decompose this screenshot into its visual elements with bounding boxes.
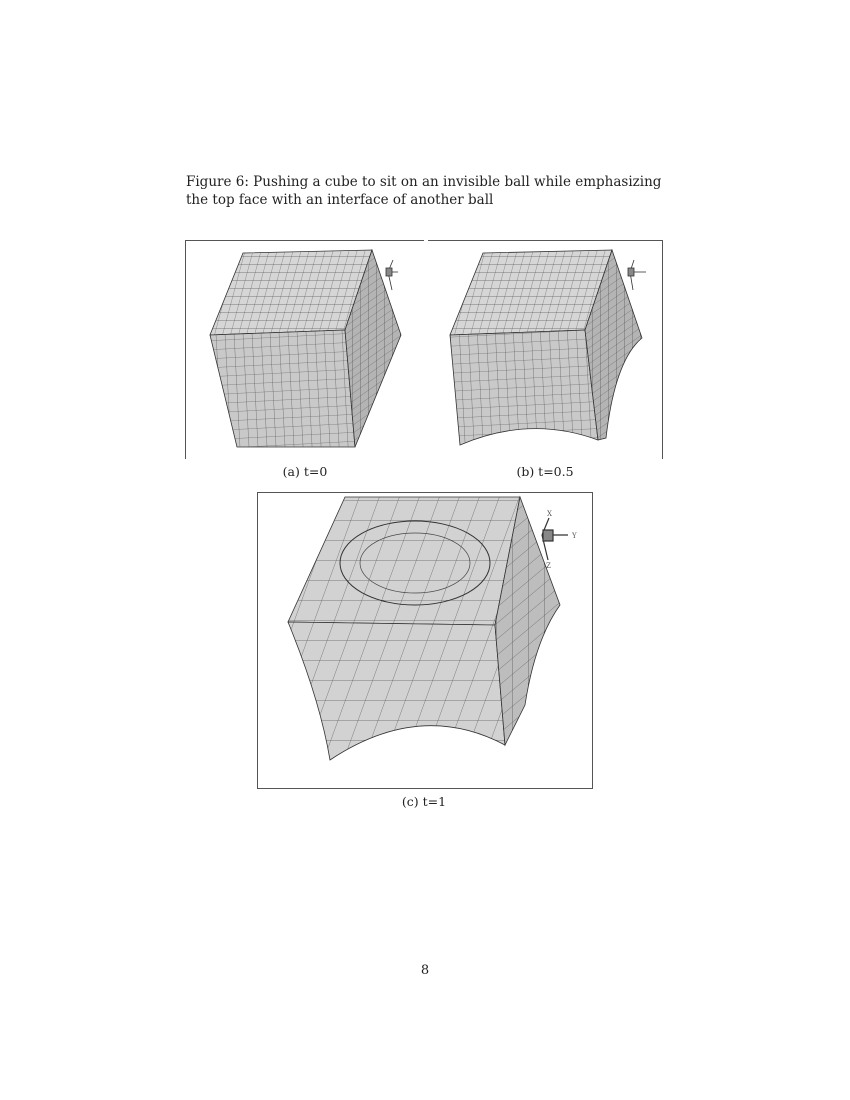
axis-label-y: Y [572,532,577,540]
subcaption-b: (b) t=0.5 [516,464,574,479]
page-number: 8 [420,963,430,978]
cube-c [288,497,560,760]
cube-b [450,250,642,445]
cube-a [210,250,401,447]
axis-triad-a [386,260,398,290]
figure-caption: Figure 6: Pushing a cube to sit on an invisible ball while emphasizing the top face with an interface of another ball [186,174,662,208]
axis-triad-c [542,518,568,560]
subcaption-c: (c) t=1 [401,794,447,809]
axis-label-x: X [547,510,552,518]
axis-triad-b [628,260,646,290]
axis-label-z: Z [546,562,551,570]
subcaption-a: (a) t=0 [282,464,328,479]
